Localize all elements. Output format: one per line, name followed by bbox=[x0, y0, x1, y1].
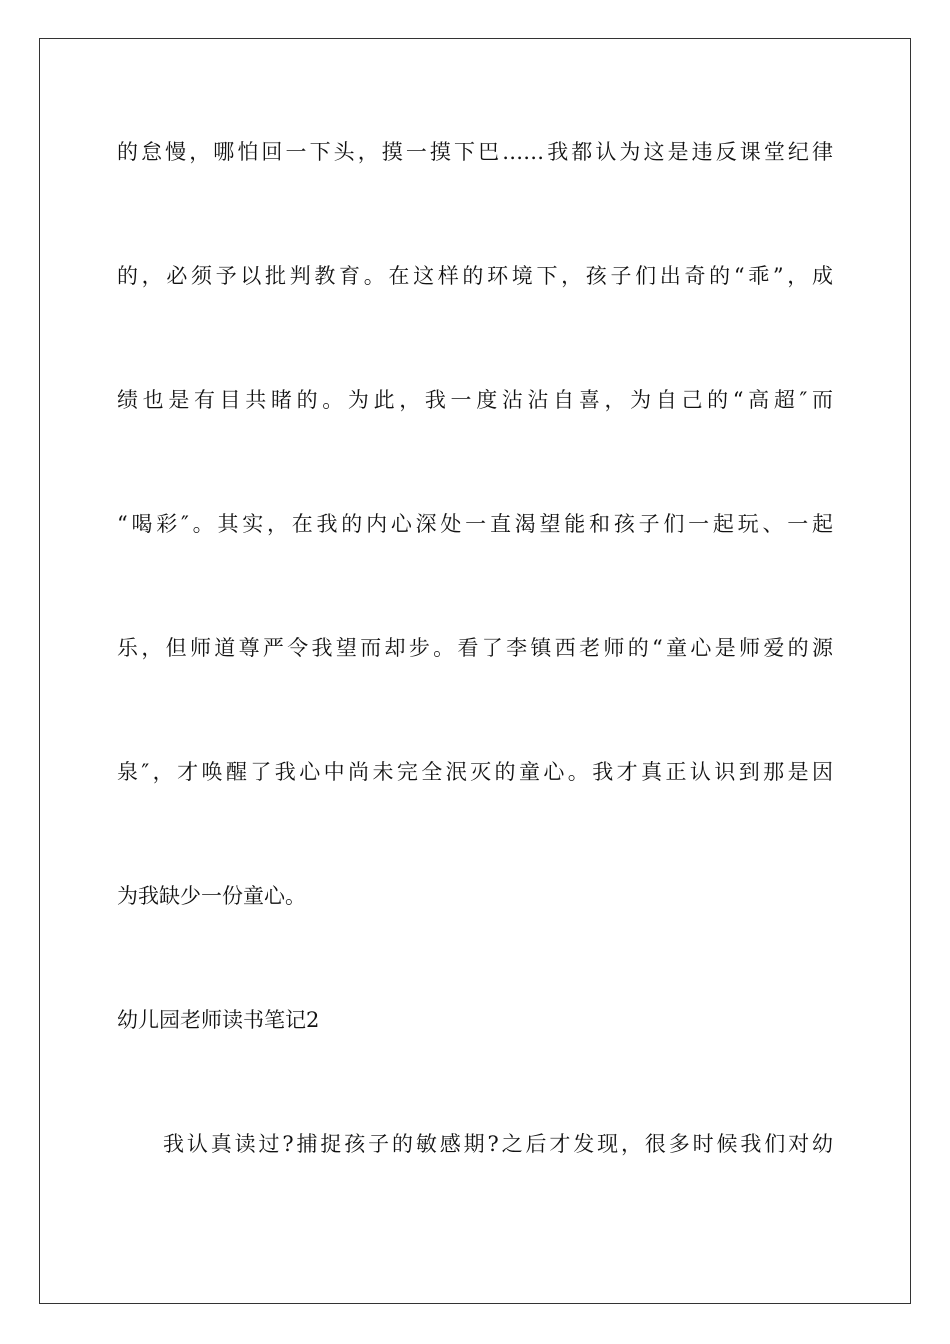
text-line-3: 绩也是有目共睹的。为此，我一度沾沾自喜，为自己的“高超″而 bbox=[117, 388, 833, 412]
text-line-2: 的，必须予以批判教育。在这样的环境下，孩子们出奇的“乖”，成 bbox=[117, 264, 833, 288]
paragraph-start-line: 我认真读过?捕捉孩子的敏感期?之后才发现，很多时候我们对幼 bbox=[163, 1132, 833, 1156]
page-border bbox=[39, 38, 911, 1304]
section-heading: 幼儿园老师读书笔记2 bbox=[117, 1008, 320, 1032]
text-line-1: 的怠慢，哪怕回一下头，摸一摸下巴……我都认为这是违反课堂纪律 bbox=[117, 140, 833, 164]
text-line-6: 泉″，才唤醒了我心中尚未完全泯灭的童心。我才真正认识到那是因 bbox=[117, 760, 833, 784]
text-line-7: 为我缺少一份童心。 bbox=[117, 884, 306, 908]
text-line-4: “喝彩″。其实，在我的内心深处一直渴望能和孩子们一起玩、一起 bbox=[117, 512, 833, 536]
text-line-5: 乐，但师道尊严令我望而却步。看了李镇西老师的“童心是师爱的源 bbox=[117, 636, 833, 660]
